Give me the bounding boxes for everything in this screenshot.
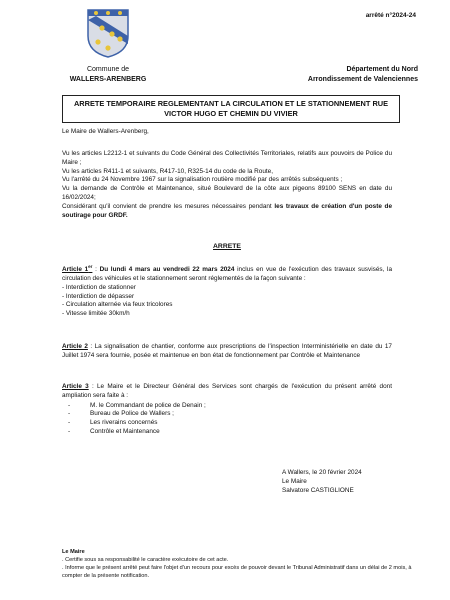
title-line-1: ARRETE TEMPORAIRE REGLEMENTANT LA CIRCULATION ET LE STATIONNEMENT RUE [73, 99, 389, 108]
consideration-5: Considérant qu'il convient de prendre les mesures nécessaires pendant les travaux de création d'un poste de soutirage pour GRDF. [62, 202, 392, 219]
consideration-1: Vu les articles L2212-1 et suivants du Code Général des Collectivités Territoriales, relatifs aux pouvoirs de Police du Maire ; [62, 150, 392, 166]
consideration-3: Vu l'arrêté du 24 Novembre 1967 sur la signalisation routière modifié par des arrêtés subséquents ; [62, 176, 343, 184]
arrondissement-name: Arrondissement de Valenciennes [307, 75, 418, 83]
list-item: - M. le Commandant de police de Denain ; [62, 402, 392, 411]
list-item: - Contrôle et Maintenance [62, 428, 392, 437]
article-3: Article 3 : Le Maire et le Directeur Général des Services sont chargés de l'exécution du présent arrêté dont ampliation sera faite à : - M. le Commandant de police de Denain ; - Bureau de Police de Wallers ; - Les riverains concernés - Contrôle et Maintenance [62, 383, 392, 437]
list-item: - Bureau de Police de Wallers ; [62, 410, 392, 419]
coat-of-arms-icon [86, 8, 130, 58]
article-1-measures [62, 284, 392, 319]
signature-name: Salvatore CASTIGLIONE [282, 487, 354, 495]
decree-reference: arrêté n°2024-24 [365, 12, 416, 19]
list-item: - Les riverains concernés [62, 419, 392, 428]
arrete-heading: ARRETE [213, 243, 241, 250]
article-1-label: Article 1er [62, 264, 93, 274]
footer-line-1: . Certifie sous sa responsabilité le caractère exécutoire de cet acte. [62, 557, 229, 563]
list-item: - Vitesse limitée 30km/h [62, 310, 130, 318]
commune-label: Commune de [86, 66, 130, 73]
title-line-2: VICTOR HUGO ET CHEMIN DU VIVIER [164, 109, 298, 118]
article-2-label: Article 2 [62, 343, 88, 350]
commune-block [52, 65, 164, 84]
department-block [278, 65, 418, 84]
decree-title [62, 95, 400, 123]
article-3-label: Article 3 [62, 383, 89, 390]
consideration-4: Vu la demande de Contrôle et Maintenance, situé Boulevard de la côte aux pigeons 89100 SENS en date du 16/02/2024; [62, 185, 392, 201]
article-3-recipients [62, 402, 392, 437]
signature-place-date: A Wallers, le 20 février 2024 [282, 469, 362, 476]
list-item: - Interdiction de stationner [62, 283, 136, 291]
list-item: - Interdiction de dépasser [62, 292, 135, 300]
intro: Le Maire de Wallers-Arenberg, [62, 128, 149, 135]
footer-head: Le Maire [62, 549, 85, 555]
article-1: Article 1er : Du lundi 4 mars au vendredi 22 mars 2024 inclus en vue de l'exécution des travaux susvisés, la circulation des véhicules et le stationnement seront réglementés de la façon suivante : - Interdiction de stationner - Interdiction de dépasser - Circulation alternée via feux tricolores - Vitesse limitée 30km/h [62, 264, 393, 318]
department-name: Département du Nord [346, 66, 418, 73]
footer-line-2: . Informe que le présent arrêté peut faire l'objet d'un recours pour excès de pouvoir devant le Tribunal Administratif dans un délai de 2 mois, à compter de la présente notification. [62, 565, 412, 579]
article-2: Article 2 : La signalisation de chantier, conforme aux prescriptions de l'inspection Interministérielle en date du 17 Juillet 1974 sera fournie, posée et maintenue en bon état de fonctionnement par Contrôle et Maintenance [62, 343, 392, 359]
consideration-2: Vu les articles R411-1 et suivants, R417-10, R325-14 du code de la Route, [62, 167, 274, 175]
commune-name: WALLERS-ARENBERG [69, 75, 147, 83]
list-item: - Circulation alternée via feux tricolores [62, 301, 173, 309]
footer-notice [62, 548, 422, 580]
signature-block [282, 468, 362, 496]
signature-role: Le Maire [282, 478, 307, 486]
considerations [62, 150, 392, 220]
